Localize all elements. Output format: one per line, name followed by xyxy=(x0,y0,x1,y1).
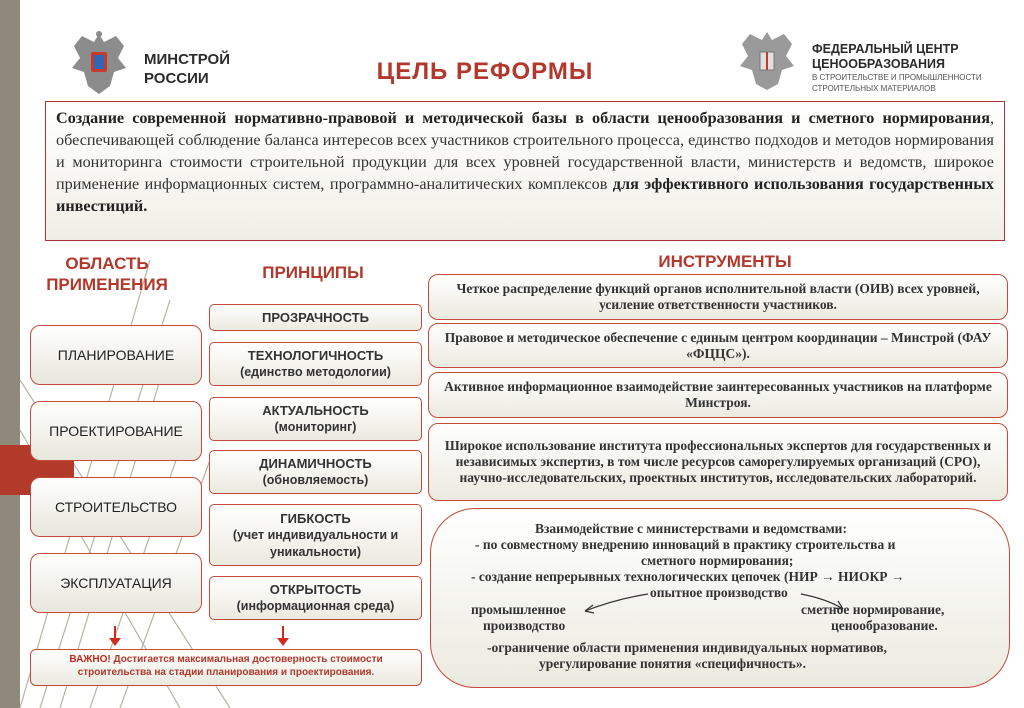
area-construction: СТРОИТЕЛЬСТВО xyxy=(30,477,202,537)
principle-openness xyxy=(209,576,422,620)
principle-subtitle: (учет индивидуальности и уникальности) xyxy=(232,527,399,559)
principle-title: ГИБКОСТЬ xyxy=(280,510,351,526)
branch-arrows-icon xyxy=(431,509,1011,689)
goal-body: , обеспечивающей соблюдение баланса интересов всех участников строительного процесса, единство подходов и методов нормирования и мониторинга стоимости строительной продукции для всех уровней государственной власти, министерств и ведомств, широкое применение информационных систем, программно-аналитических комплексов xyxy=(56,109,994,193)
coop-line7a: производство xyxy=(483,618,566,633)
important-label: ВАЖНО! xyxy=(69,654,111,665)
principle-technology xyxy=(209,342,422,386)
coop-line2: - по совместному внедрению инноваций в практику строительства и xyxy=(475,537,896,552)
area-heading xyxy=(22,253,192,295)
area-design: ПРОЕКТИРОВАНИЕ xyxy=(30,401,202,461)
cooperation-box xyxy=(430,508,1010,688)
minstroy-line2: РОССИИ xyxy=(144,70,209,87)
principle-transparency xyxy=(209,304,422,331)
coop-line6b: сметное нормирование, xyxy=(801,602,945,617)
goal-tail: для эффективного использования государственных инвестиций. xyxy=(56,175,994,215)
instrument-3: Активное информационное взаимодействие заинтересованных участников на платформе Минстроя. xyxy=(428,372,1008,418)
instruments-heading: ИНСТРУМЕНТЫ xyxy=(658,252,792,271)
important-note xyxy=(30,649,422,686)
fccs-logo-text xyxy=(812,42,982,94)
minstroy-logo-text xyxy=(144,50,230,88)
goal-lead: Создание современной нормативно-правовой и методической базы в области ценообразования и сметного нормирования xyxy=(56,109,990,127)
coop-line9: урегулирование понятия «специфичность». xyxy=(539,656,806,671)
principle-title: ДИНАМИЧНОСТЬ xyxy=(259,456,372,471)
page-title: ЦЕЛЬ РЕФОРМЫ xyxy=(376,58,594,85)
principle-subtitle: (информационная среда) xyxy=(236,599,395,613)
fccs-line2: ЦЕНООБРАЗОВАНИЯ xyxy=(812,57,946,71)
coop-line8: -ограничение области применения индивидуальных нормативов, xyxy=(487,640,887,655)
down-arrow-icon xyxy=(105,626,125,648)
important-text: Достигается максимальная достоверность стоимости строительства на стадии планирования и проектирования. xyxy=(77,654,383,678)
coop-line6a: промышленное xyxy=(471,602,566,617)
coop-line1: Взаимодействие с министерствами и ведомствами: xyxy=(535,521,847,536)
principle-flexibility xyxy=(209,504,422,566)
coop-line7b: ценообразование. xyxy=(831,618,938,633)
fccs-line4: СТРОИТЕЛЬНЫХ МАТЕРИАЛОВ xyxy=(812,84,936,93)
minstroy-line1: МИНСТРОЙ xyxy=(144,51,230,68)
instrument-4: Широкое использование института профессиональных экспертов для государственных и независимых экспертиз, в том числе ресурсов саморегулируемых организаций (СРО), научно-исследовательских, проектных институтов, исследовательских лабораторий. xyxy=(428,423,1008,501)
principle-dynamism xyxy=(209,450,422,494)
fccs-line3: В СТРОИТЕЛЬСТВЕ И ПРОМЫШЛЕННОСТИ xyxy=(812,73,982,82)
area-operation: ЭКСПЛУАТАЦИЯ xyxy=(30,553,202,613)
principle-relevance xyxy=(209,397,422,441)
principle-subtitle: (обновляемость) xyxy=(262,473,369,487)
coop-line3: сметного нормирования; xyxy=(641,553,794,568)
coop-line5: опытное производство xyxy=(650,585,788,600)
area-planning: ПЛАНИРОВАНИЕ xyxy=(30,325,202,385)
instrument-2: Правовое и методическое обеспечение с единым центром координации – Минстрой (ФАУ «ФЦЦС»). xyxy=(428,323,1008,368)
coop-line4: - создание непрерывных технологических цепочек (НИР → НИОКР → xyxy=(471,569,905,584)
principle-subtitle: (мониторинг) xyxy=(274,420,357,434)
russian-eagle-emblem-icon xyxy=(66,28,132,98)
principle-title: АКТУАЛЬНОСТЬ xyxy=(262,403,369,418)
area-heading-line2: ПРИМЕНЕНИЯ xyxy=(46,275,168,294)
goal-box xyxy=(45,101,1005,241)
principles-heading: ПРИНЦИПЫ xyxy=(262,263,364,282)
fccs-line1: ФЕДЕРАЛЬНЫЙ ЦЕНТР xyxy=(812,42,959,56)
fccs-emblem-icon xyxy=(734,28,800,94)
principle-title: ТЕХНОЛОГИЧНОСТЬ xyxy=(247,348,384,363)
principle-title: ПРОЗРАЧНОСТЬ xyxy=(261,310,369,325)
instrument-1: Четкое распределение функций органов исполнительной власти (ОИВ) всех уровней, усиление ответственности участников. xyxy=(428,274,1008,320)
area-heading-line1: ОБЛАСТЬ xyxy=(65,254,149,273)
principle-title: ОТКРЫТОСТЬ xyxy=(269,582,362,597)
principle-subtitle: (единство методологии) xyxy=(240,365,391,379)
down-arrow-icon xyxy=(273,626,293,648)
